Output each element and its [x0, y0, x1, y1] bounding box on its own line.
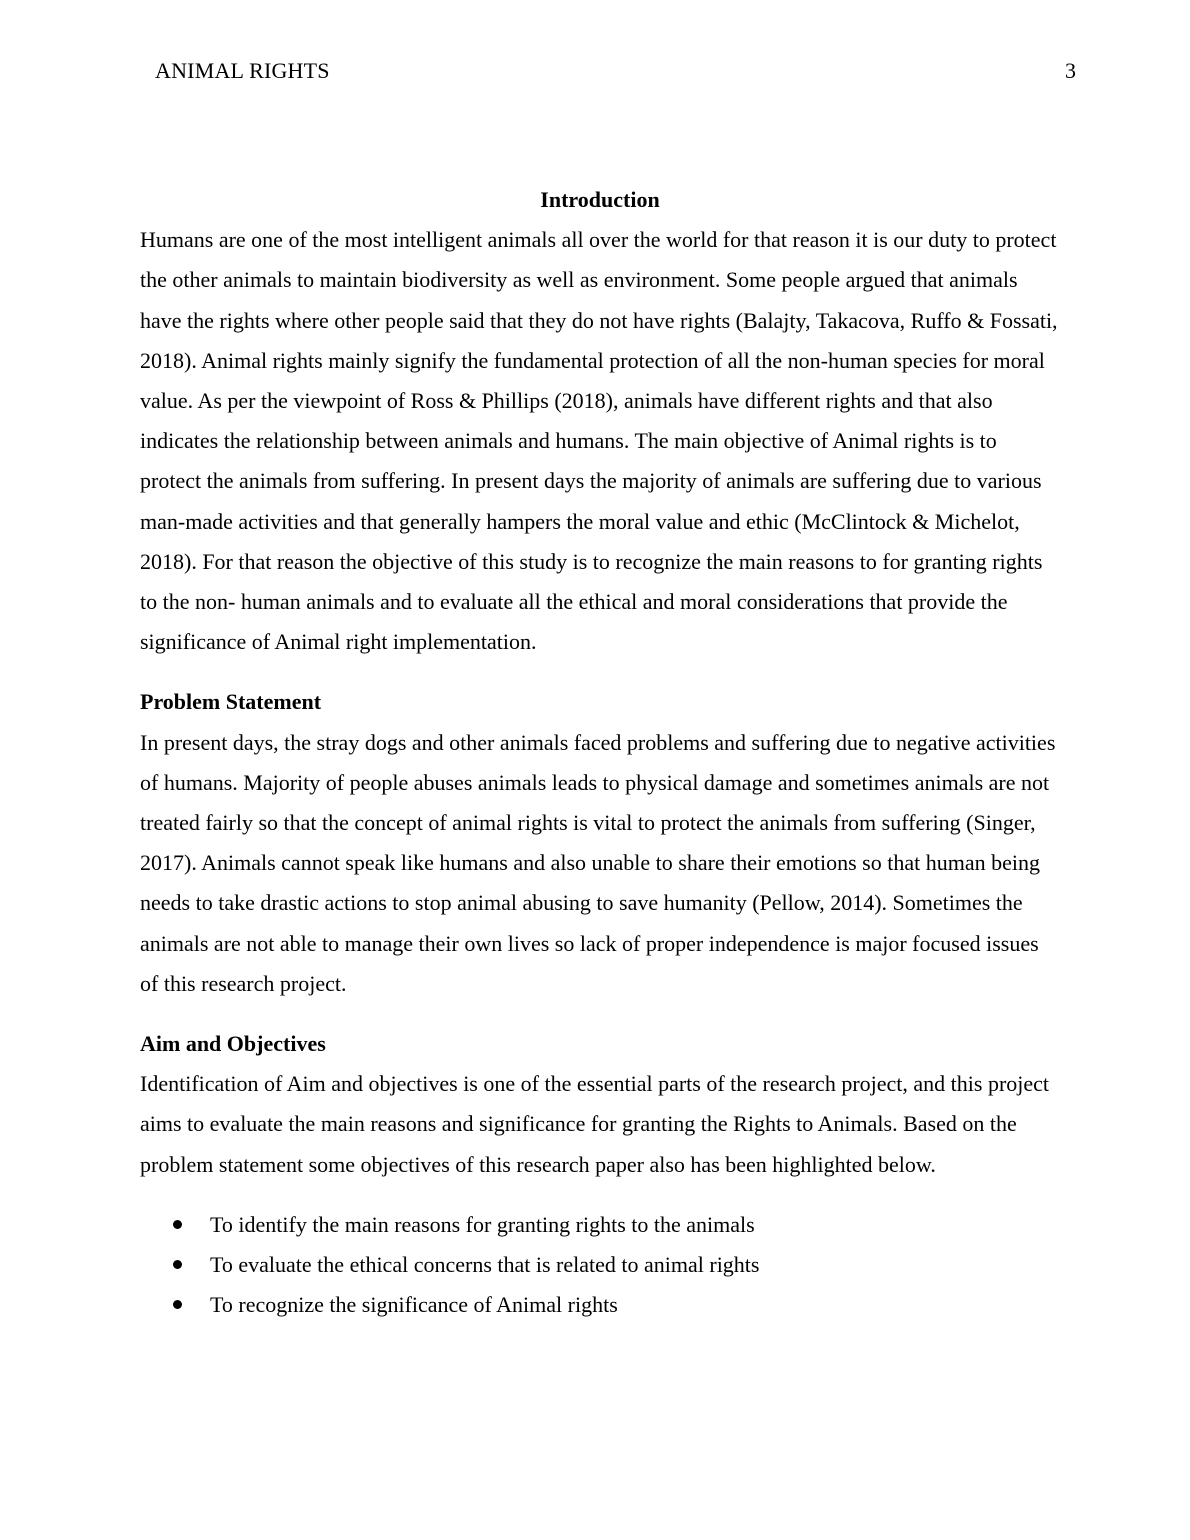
section-gap — [140, 1185, 1060, 1205]
bullet-icon — [173, 1260, 182, 1269]
running-head: ANIMAL RIGHTS — [155, 58, 330, 83]
objective-text: To evaluate the ethical concerns that is related to animal rights — [210, 1251, 760, 1277]
aim-objectives-heading: Aim and Objectives — [140, 1031, 326, 1057]
introduction-title: Introduction — [540, 187, 660, 212]
problem-statement-heading: Problem Statement — [140, 689, 322, 715]
introduction-paragraph: Humans are one of the most intelligent animals all over the world for that reason it is our duty to protect the other animals to maintain biodiversity as well as environment. Some people argued that animals have the rights where other people said that they do not have rights (Balajty, Takacova, Ruffo & Fossati, 2018). Animal rights mainly signify the fundamental protection of all the non-human species for moral value. As per the viewpoint of Ross & Phillips (2018), animals have different rights and that also indicates the relationship between animals and humans. The main objective of Animal rights is to protect the animals from suffering. In present days the majority of animals are suffering due to various man-made activities and that generally hampers the moral value and ethic (McClintock & Michelot, 2018). For that reason the objective of this study is to recognize the main reasons to for granting rights to the non- human animals and to evaluate all the ethical and moral considerations that provide the significance of Animal right implementation. — [140, 227, 1058, 655]
page-number: 3 — [1065, 58, 1076, 83]
aim-objectives-paragraph: Identification of Aim and objectives is one of the essential parts of the research project, and this project aims to evaluate the main reasons and significance for granting the Rights to Animals. Based on the problem statement some objectives of this research paper also has been highlighted below. — [140, 1071, 1050, 1177]
problem-statement-paragraph: In present days, the stray dogs and other animals faced problems and suffering due to negative activities of humans. Majority of people abuses animals leads to physical damage and sometimes animals are not treated fairly so that the concept of animal rights is vital to protect the animals from suffering (Singer, 2017). Animals cannot speak like humans and also unable to share their emotions so that human being needs to take drastic actions to stop animal abusing to save humanity (Pellow, 2014). Sometimes the animals are not able to manage their own lives so lack of proper independence is major focused issues of this research project. — [140, 729, 1056, 996]
objective-text: To identify the main reasons for granting rights to the animals — [210, 1211, 755, 1237]
document-body — [140, 180, 1060, 1325]
objective-item — [140, 1205, 1060, 1245]
objectives-list — [140, 1205, 1060, 1325]
section-gap — [140, 1004, 1060, 1024]
section-gap — [140, 662, 1060, 682]
bullet-icon — [173, 1220, 182, 1229]
bullet-icon — [173, 1300, 182, 1309]
objective-item — [140, 1245, 1060, 1285]
objective-item — [140, 1285, 1060, 1325]
objective-text: To recognize the significance of Animal rights — [210, 1291, 618, 1317]
